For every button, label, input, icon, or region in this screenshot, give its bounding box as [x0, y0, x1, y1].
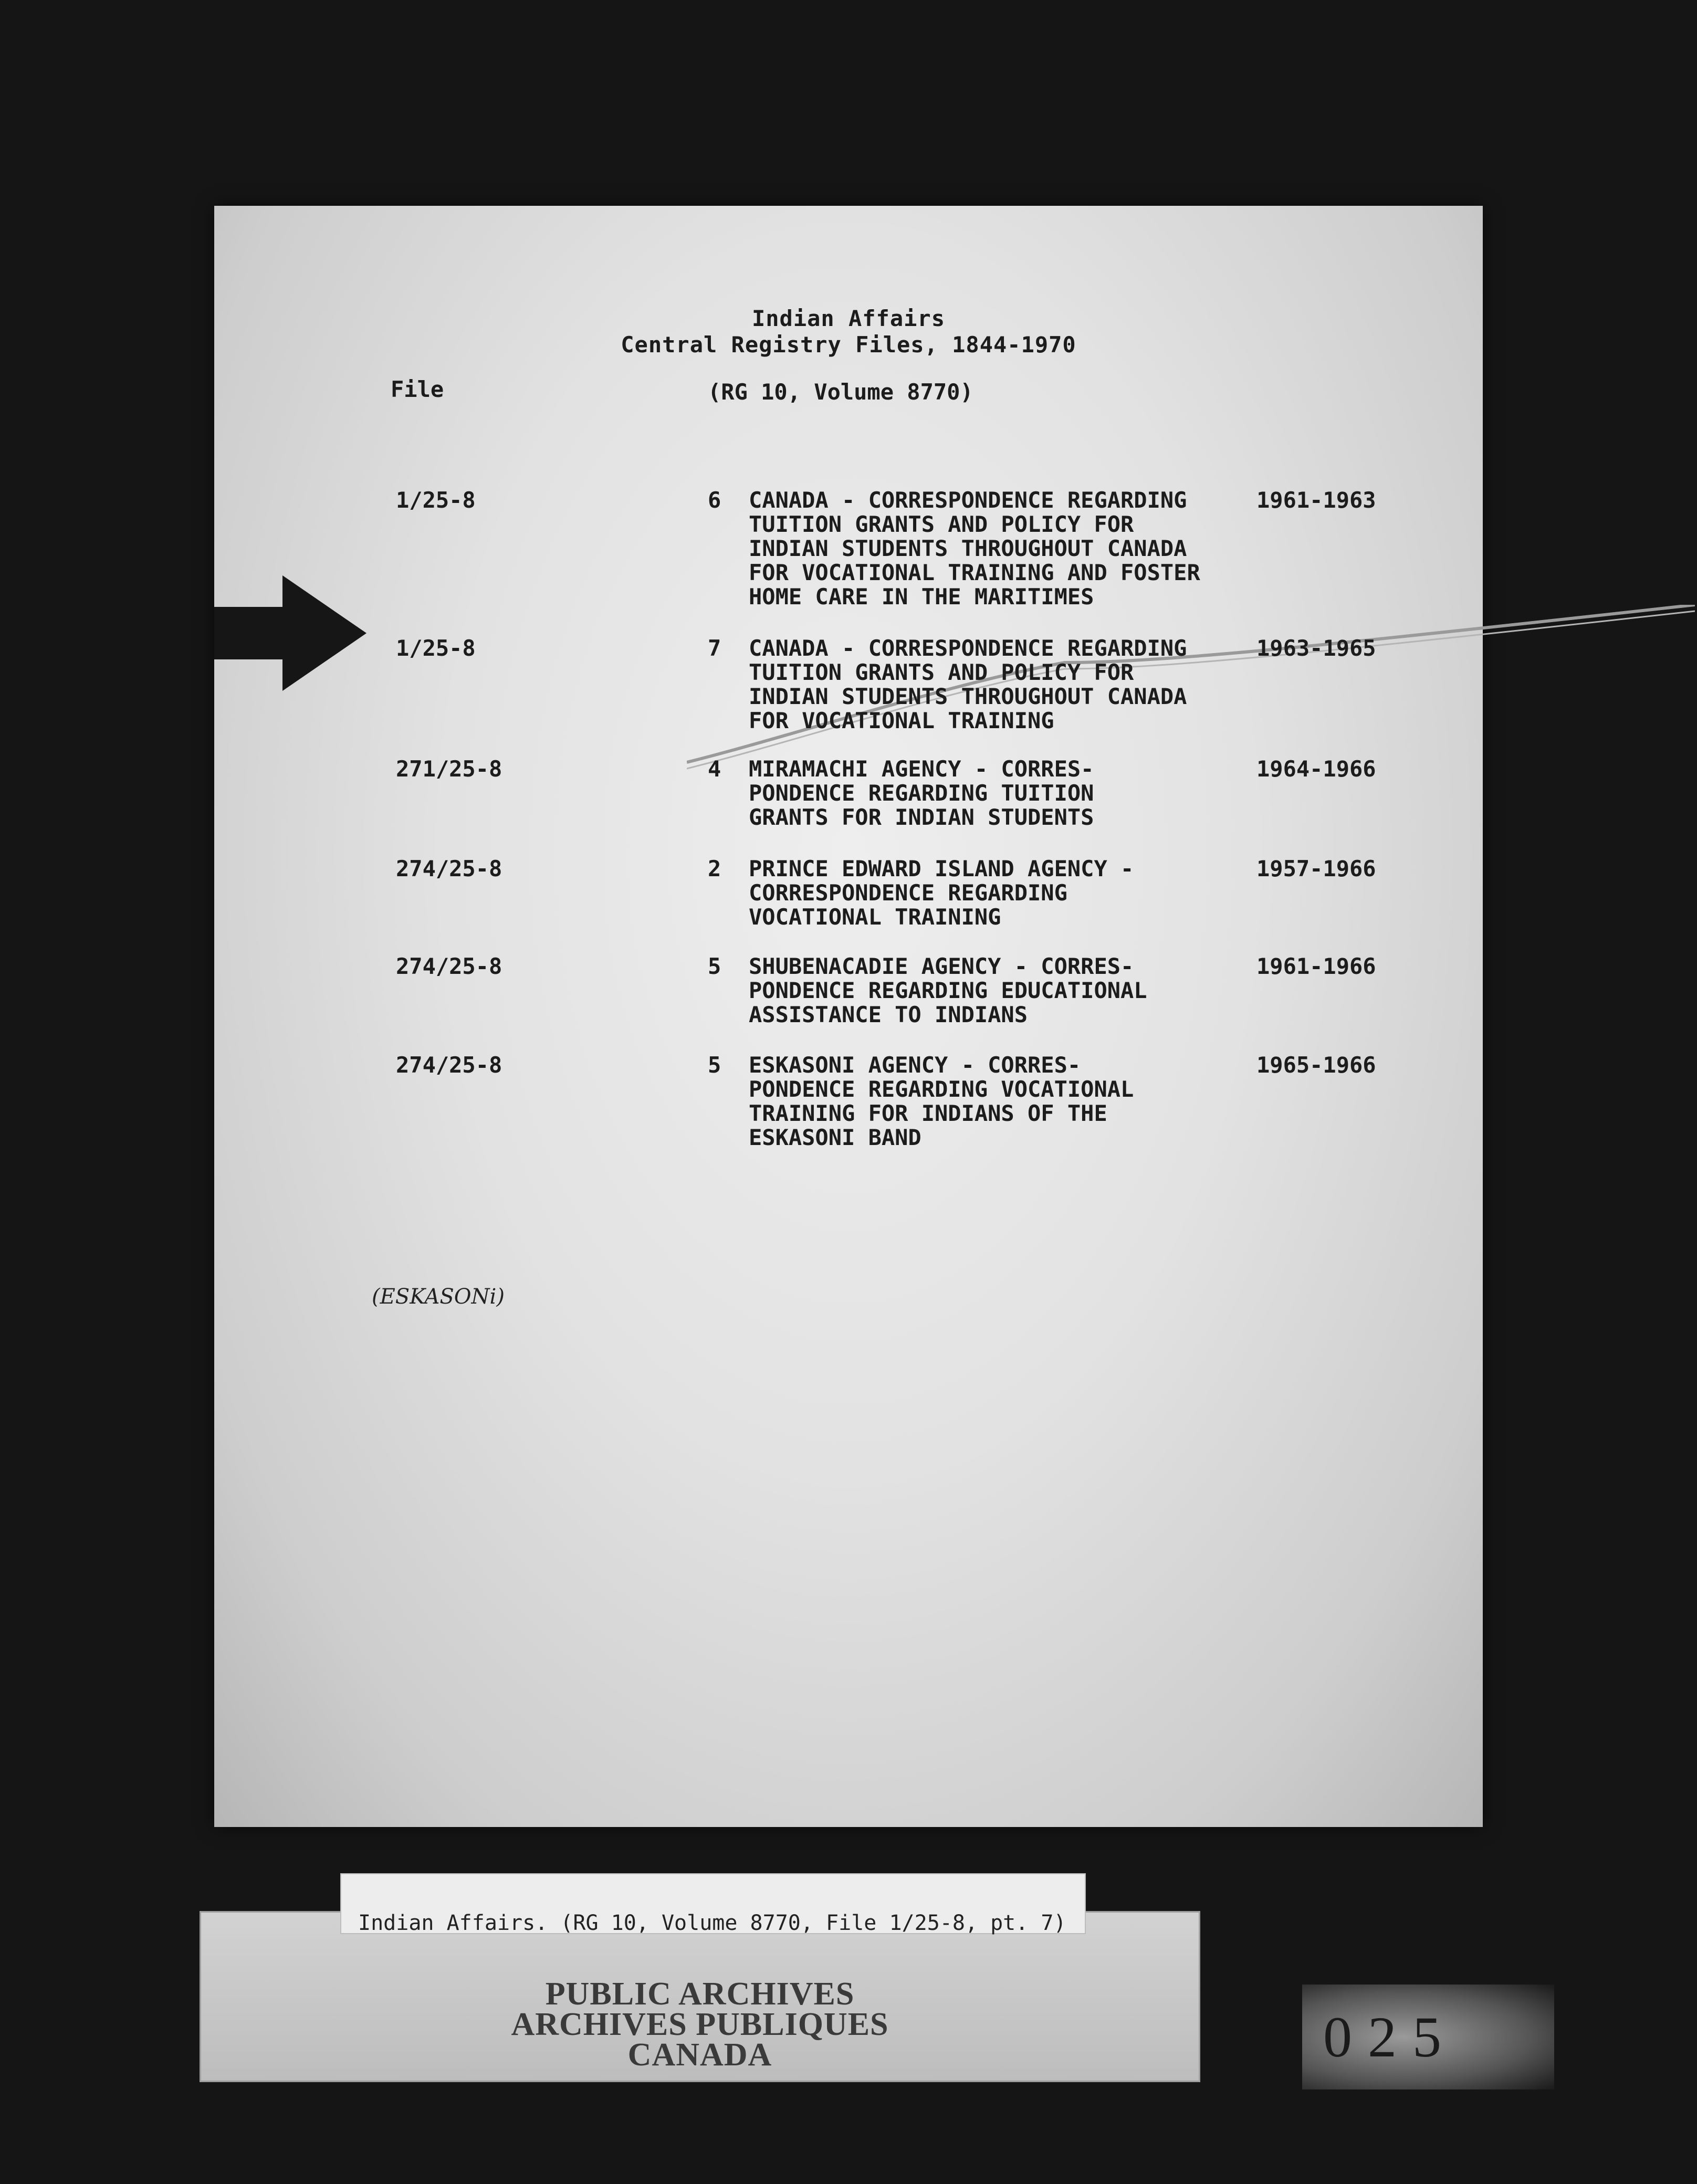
document-page	[214, 206, 1483, 1827]
part-number: 7	[708, 635, 721, 661]
handwritten-note: (ESKASONi)	[372, 1285, 505, 1309]
archive-stamp-card	[200, 1911, 1200, 2082]
file-number: 1/25-8	[396, 635, 476, 661]
part-number: 5	[708, 1052, 721, 1078]
file-number: 274/25-8	[396, 856, 502, 881]
volume-label: (RG 10, Volume 8770)	[708, 379, 973, 405]
part-number: 4	[708, 756, 721, 782]
entry-dates: 1963-1965	[1256, 635, 1376, 661]
stamp-line: PUBLIC ARCHIVES	[545, 1976, 855, 2012]
entry-dates: 1957-1966	[1256, 856, 1376, 881]
file-column-label: File	[391, 376, 444, 402]
entry-dates: 1961-1966	[1256, 953, 1376, 979]
file-number: 1/25-8	[396, 487, 476, 513]
part-number: 2	[708, 856, 721, 881]
entry-description: PRINCE EDWARD ISLAND AGENCY - CORRESPONDENCE REGARDING VOCATIONAL TRAINING	[749, 856, 1134, 930]
entry-dates: 1965-1966	[1256, 1052, 1376, 1078]
pointer-arrow-icon	[214, 575, 372, 691]
stamp-line: CANADA	[627, 2037, 772, 2073]
entry-description: SHUBENACADIE AGENCY - CORRES- PONDENCE REGARDING EDUCATIONAL ASSISTANCE TO INDIANS	[749, 953, 1147, 1027]
header-subtitle: Central Registry Files, 1844-1970	[621, 332, 1076, 358]
entry-description: MIRAMACHI AGENCY - CORRES- PONDENCE REGARDING TUITION GRANTS FOR INDIAN STUDENTS	[749, 756, 1094, 830]
part-number: 5	[708, 953, 721, 979]
header-title: Indian Affairs	[751, 306, 945, 331]
part-number: 6	[708, 487, 721, 513]
stamp-line: ARCHIVES PUBLIQUES	[511, 2007, 889, 2042]
entry-description: CANADA - CORRESPONDENCE REGARDING TUITION GRANTS AND POLICY FOR INDIAN STUDENTS THROUGHOUT CANADA FOR VOCATIONAL TRAINING	[749, 635, 1187, 733]
file-number: 274/25-8	[396, 953, 502, 979]
entry-dates: 1964-1966	[1256, 756, 1376, 782]
file-number: 271/25-8	[396, 756, 502, 782]
label-strip	[340, 1873, 1086, 1934]
frame-number: 025	[1302, 1984, 1554, 2090]
file-number: 274/25-8	[396, 1052, 502, 1078]
label-strip-text: Indian Affairs. (RG 10, Volume 8770, File 1/25-8, pt. 7)	[358, 1911, 1066, 1935]
entry-dates: 1961-1963	[1256, 487, 1376, 513]
entry-description: ESKASONI AGENCY - CORRES- PONDENCE REGARDING VOCATIONAL TRAINING FOR INDIANS OF THE ESKASONI BAND	[749, 1052, 1134, 1150]
entry-description: CANADA - CORRESPONDENCE REGARDING TUITION GRANTS AND POLICY FOR INDIAN STUDENTS THROUGHOUT CANADA FOR VOCATIONAL TRAINING AND FOSTER HOME CARE IN THE MARITIMES	[749, 487, 1200, 610]
